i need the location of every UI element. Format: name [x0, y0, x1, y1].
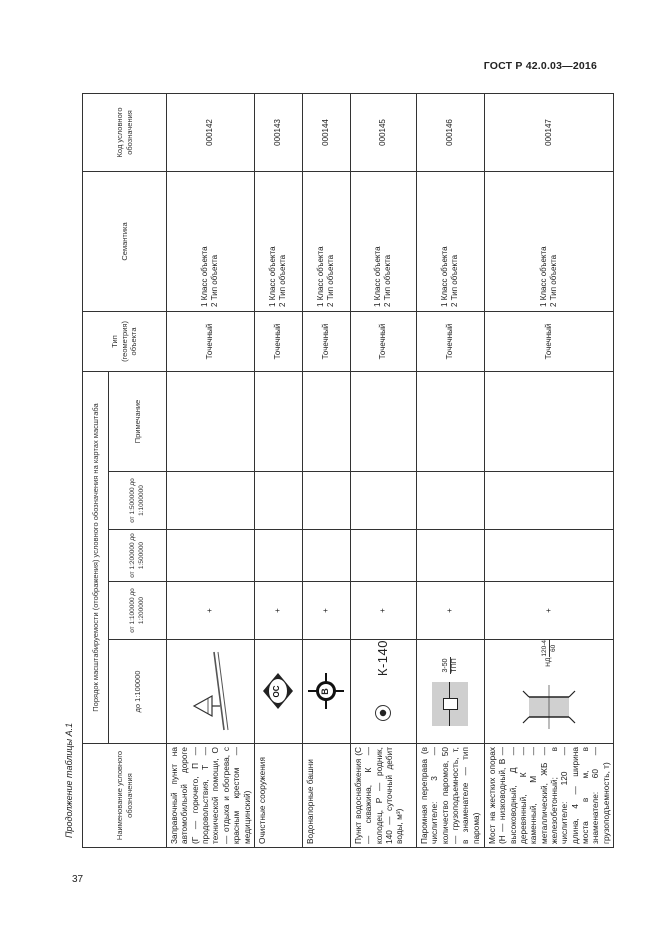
scale-2-mark: +	[254, 582, 302, 640]
scale-4-mark	[350, 472, 416, 530]
table-caption: Продолжение таблицы А.1	[64, 722, 74, 838]
scale-3-mark	[416, 530, 484, 582]
bridge-numerator: 120-4	[541, 640, 549, 657]
scale-2-mark: +	[416, 582, 484, 640]
semantics-class: 1 Класс объекта	[373, 246, 383, 307]
note-cell	[484, 371, 613, 471]
rotated-table-container	[82, 94, 611, 848]
treatment-plant-label: ОС	[272, 685, 282, 698]
geometry-cell: Точечный	[302, 311, 350, 371]
header-scale-4: от 1:500000 до 1:1000000	[109, 472, 167, 530]
geometry-cell: Точечный	[484, 311, 613, 371]
header-scale-2: от 1:100000 до 1:200000	[109, 582, 167, 640]
fuel-station-icon	[180, 647, 240, 737]
table-row	[416, 93, 484, 847]
scale-4-mark	[302, 472, 350, 530]
row-name: Мост на жестких опорах (Н — низководный, В — высоководный, Д — деревянный, К — каменный, М — металлический, ЖБ — железобетонный; в числителе: 120 — длина, 4 — ширина моста в м, в знаменателе: 60 — грузоподъемность, т)	[484, 744, 613, 848]
semantics-cell	[167, 171, 255, 311]
table-row	[167, 93, 255, 847]
semantics-type: 2 Тип объекта	[383, 254, 393, 307]
note-cell	[254, 371, 302, 471]
symbol-bridge	[484, 640, 613, 744]
code-cell: 000147	[484, 93, 613, 171]
scale-3-mark	[167, 530, 255, 582]
geometry-cell: Точечный	[167, 311, 255, 371]
note-cell	[167, 371, 255, 471]
table-row	[484, 93, 613, 847]
scale-3-mark	[254, 530, 302, 582]
semantics-class: 1 Класс объекта	[200, 246, 210, 307]
scale-4-mark	[254, 472, 302, 530]
document-header: ГОСТ Р 42.0.03—2016	[483, 60, 597, 72]
code-cell: 000145	[350, 93, 416, 171]
row-name: Заправочный пункт на автомобильной дороге (Г — горючего, П — продовольствия, Т — технической помощи, О — отдыха и обогрева, с красным крестом — медицинский)	[167, 744, 255, 848]
scale-4-mark	[167, 472, 255, 530]
row-name: Паромная переправа (в числителе: 3 — количество паромов, 50 — грузоподъемность, т, в знаменателе — тип парома)	[416, 744, 484, 848]
header-row-1	[83, 93, 109, 847]
code-cell: 000142	[167, 93, 255, 171]
ferry-fraction	[442, 658, 458, 674]
page-number: 37	[72, 874, 84, 885]
semantics-cell	[254, 171, 302, 311]
semantics-class: 1 Класс объекта	[440, 246, 450, 307]
header-scale-3: от 1:200000 до 1:500000	[109, 530, 167, 582]
symbol-treatment-plant	[254, 640, 302, 744]
code-cell: 000146	[416, 93, 484, 171]
semantics-type: 2 Тип объекта	[278, 254, 288, 307]
water-tower-label: В	[320, 688, 331, 695]
geometry-cell: Точечный	[416, 311, 484, 371]
row-name: Пункт водоснабжения (С — скважина, К — колодец, Р — родник, 140 — суточный дебит воды, м³)	[350, 744, 416, 848]
bridge-prefix: НД	[545, 657, 553, 667]
header-order-group: Порядок масштабируемости (отображения) условного обозначения на картах масштаба	[83, 371, 109, 743]
semantics-type: 2 Тип объекта	[326, 254, 336, 307]
code-cell: 000143	[254, 93, 302, 171]
scale-2-mark: +	[350, 582, 416, 640]
geometry-cell: Точечный	[254, 311, 302, 371]
symbol-ferry	[416, 640, 484, 744]
water-supply-icon	[374, 704, 392, 722]
scale-4-mark	[484, 472, 613, 530]
bridge-denominator: 60	[549, 644, 557, 652]
geometry-cell: Точечный	[350, 311, 416, 371]
semantics-cell	[350, 171, 416, 311]
scale-3-mark	[484, 530, 613, 582]
symbol-water-supply	[350, 640, 416, 744]
semantics-type: 2 Тип объекта	[450, 254, 460, 307]
semantics-type: 2 Тип объекта	[210, 254, 220, 307]
ferry-river-icon	[432, 682, 468, 726]
scale-3-mark	[302, 530, 350, 582]
ferry-numerator: 3-50	[442, 658, 450, 673]
bridge-icon	[521, 685, 577, 729]
semantics-cell	[484, 171, 613, 311]
symbol-water-tower	[302, 640, 350, 744]
note-cell	[350, 371, 416, 471]
note-cell	[416, 371, 484, 471]
semantics-class: 1 Класс объекта	[539, 246, 549, 307]
header-semantics: Семантика	[83, 171, 167, 311]
table-row	[350, 93, 416, 847]
table-row	[302, 93, 350, 847]
bridge-label	[541, 640, 556, 667]
scale-4-mark	[416, 472, 484, 530]
scale-2-mark: +	[484, 582, 613, 640]
semantics-class: 1 Класс объекта	[316, 246, 326, 307]
symbols-table	[82, 93, 614, 848]
scale-3-mark	[350, 530, 416, 582]
semantics-class: 1 Класс объекта	[268, 246, 278, 307]
table-row	[254, 93, 302, 847]
semantics-type: 2 Тип объекта	[549, 254, 559, 307]
row-name: Очистные сооружения	[254, 744, 302, 848]
header-geometry: Тип (геометрия) объекта	[83, 311, 167, 371]
header-code: Код условного обозначения	[83, 93, 167, 171]
header-note: Примечание	[109, 371, 167, 471]
note-cell	[302, 371, 350, 471]
row-name: Водонапорные башни	[302, 744, 350, 848]
semantics-cell	[416, 171, 484, 311]
scale-2-mark: +	[167, 582, 255, 640]
symbol-fuel-station	[167, 640, 255, 744]
header-scale-1: до 1:100000	[109, 640, 167, 744]
ferry-denominator: ТПП	[450, 658, 458, 673]
header-name: Наименование условного обозначения	[83, 744, 167, 848]
water-supply-label: К-140	[375, 640, 391, 677]
scale-2-mark: +	[302, 582, 350, 640]
semantics-cell	[302, 171, 350, 311]
code-cell: 000144	[302, 93, 350, 171]
